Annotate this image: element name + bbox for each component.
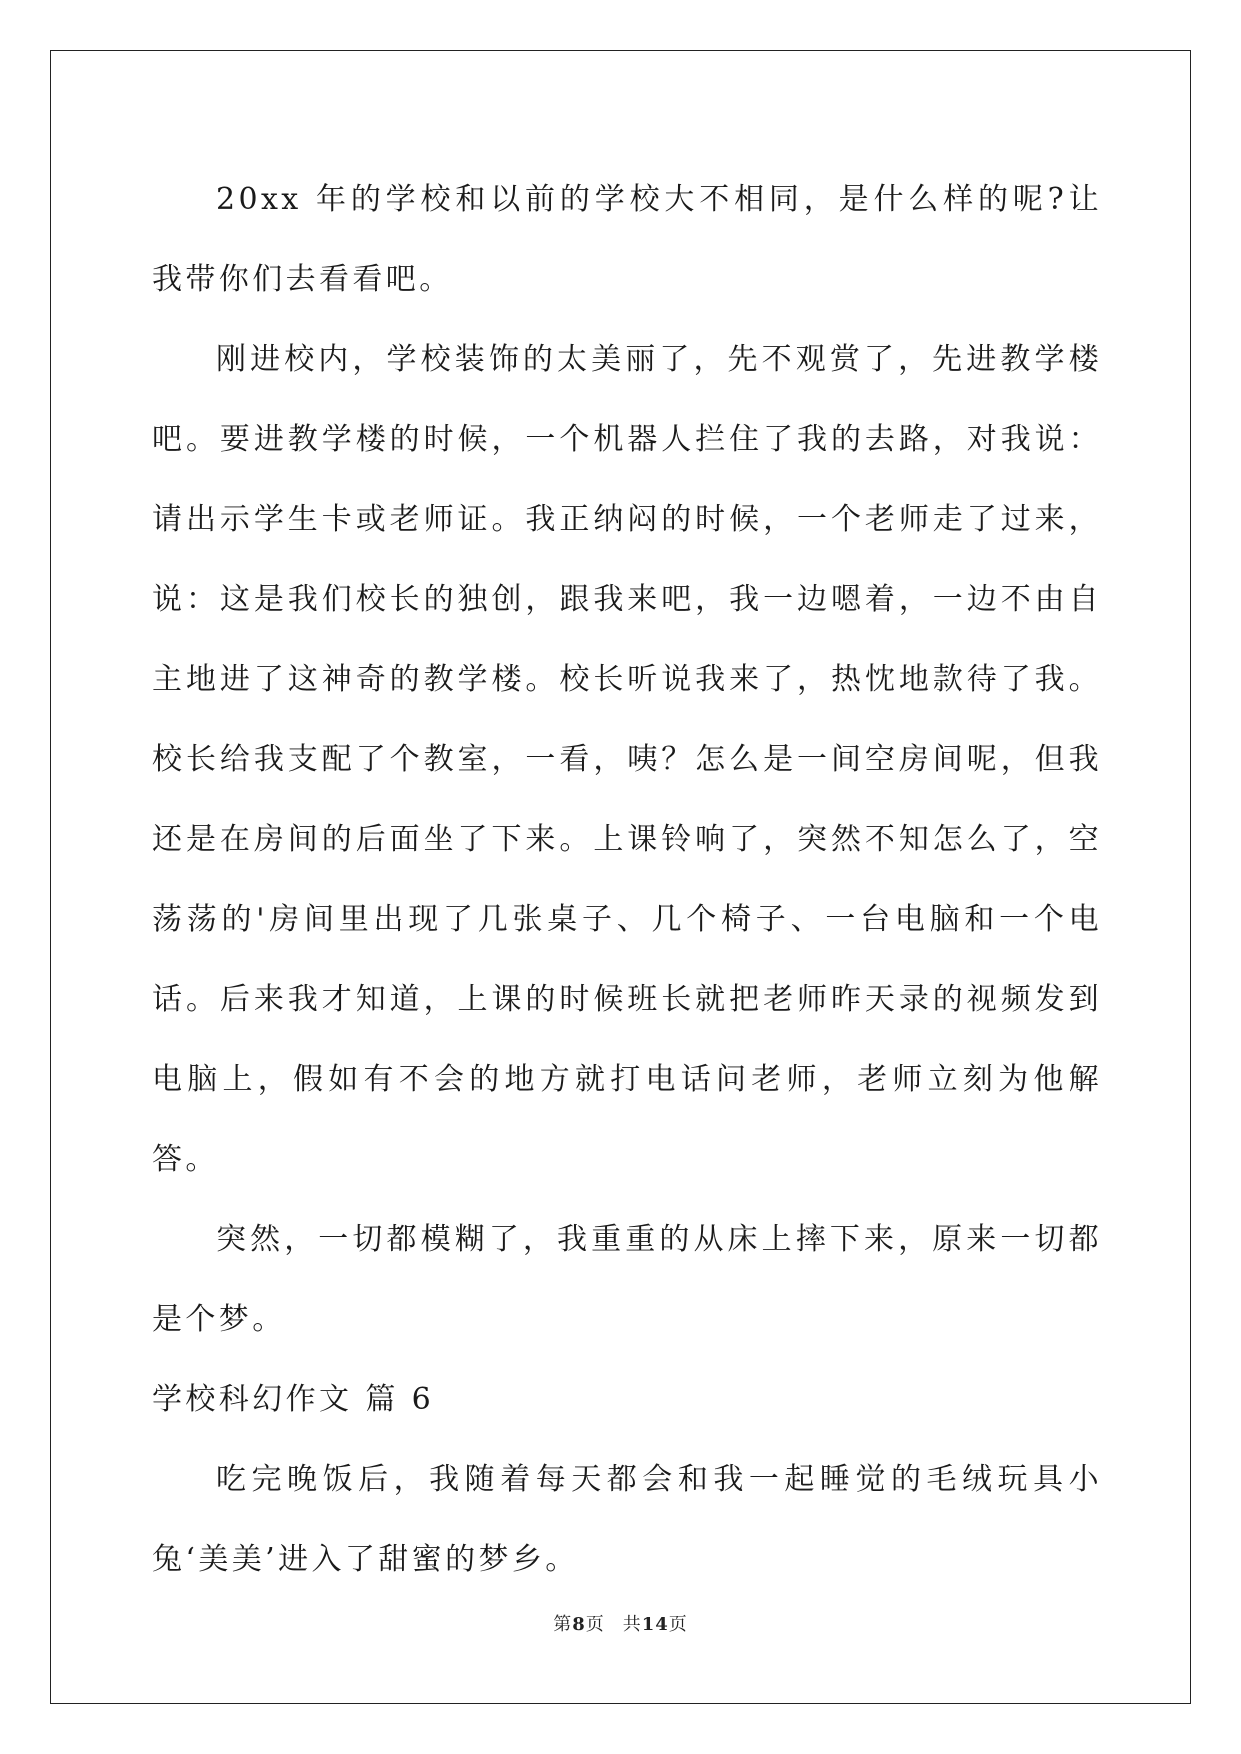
total-pages: 14 — [641, 1614, 669, 1635]
paragraph-section-6-opening: 吃完晚饭后，我随着每天都会和我一起睡觉的毛绒玩具小兔‘美美’进入了甜蜜的梦乡。 — [152, 1462, 1102, 1577]
page-prefix: 第 — [553, 1614, 573, 1635]
total-prefix: 共 — [622, 1614, 642, 1635]
document-body — [152, 160, 1102, 1600]
page-suffix: 页 — [585, 1614, 605, 1635]
total-suffix: 页 — [668, 1614, 688, 1635]
page-number: 8 — [572, 1614, 586, 1635]
page-footer — [0, 1610, 1241, 1636]
paragraph-dream-end: 突然，一切都模糊了，我重重的从床上摔下来，原来一切都是个梦。 — [152, 1222, 1102, 1337]
section-title: 学校科幻作文 篇 6 — [152, 1382, 435, 1417]
paragraph-school-visit: 刚进校内，学校装饰的太美丽了，先不观赏了，先进教学楼吧。要进教学楼的时候，一个机器人拦住了我的去路，对我说：请出示学生卡或老师证。我正纳闷的时候，一个老师走了过来，说：这是我们校长的独创，跟我来吧，我一边嗯着，一边不由自主地进了这神奇的教学楼。校长听说我来了，热忱地款待了我。校长给我支配了个教室，一看，咦？怎么是一间空房间呢，但我还是在房间的后面坐了下来。上课铃响了，突然不知怎么了，空荡荡的'房间里出现了几张桌子、几个椅子、一台电脑和一个电话。后来我才知道，上课的时候班长就把老师昨天录的视频发到电脑上，假如有不会的地方就打电话问老师，老师立刻为他解答。 — [152, 342, 1102, 1177]
paragraph-intro: 20xx 年的学校和以前的学校大不相同，是什么样的呢?让我带你们去看看吧。 — [152, 182, 1102, 297]
